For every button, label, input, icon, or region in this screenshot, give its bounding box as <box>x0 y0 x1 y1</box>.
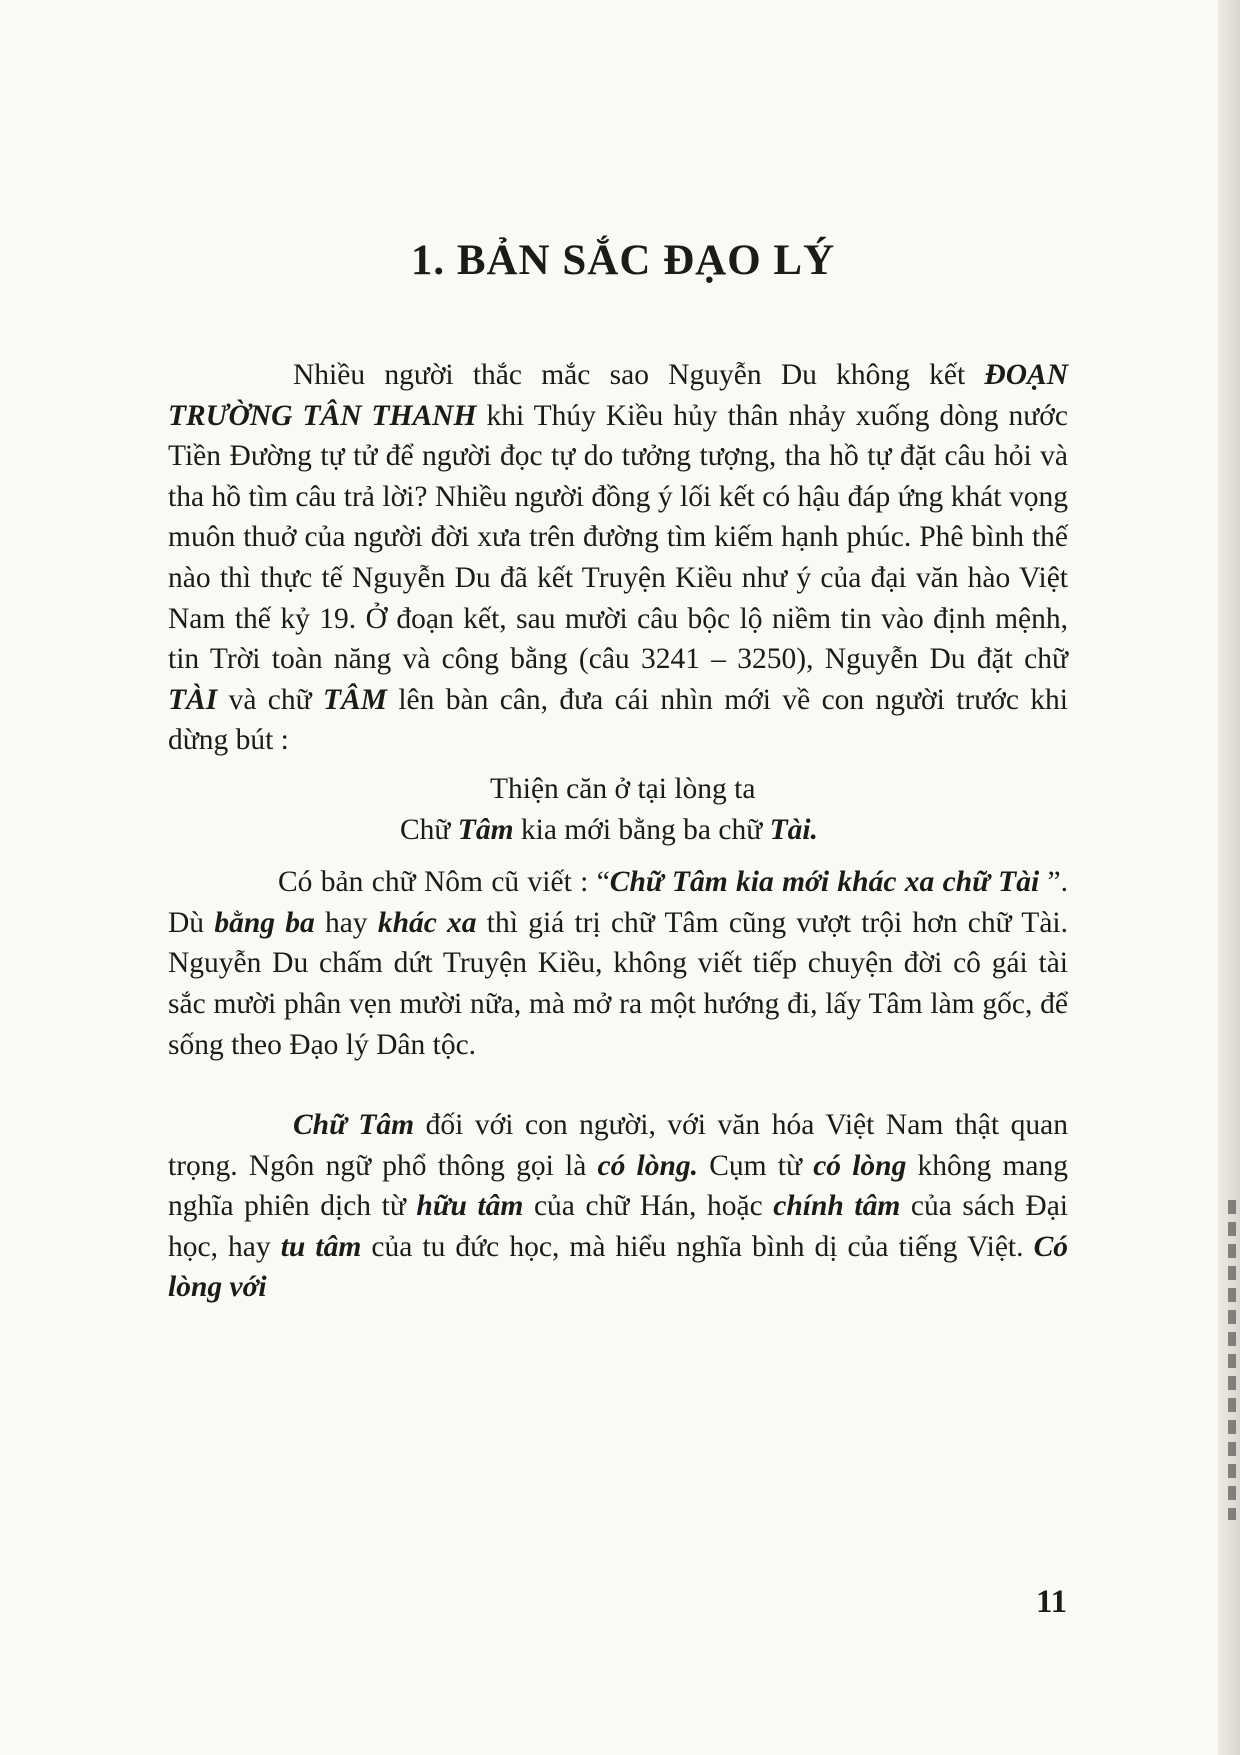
p2-text-2: ”. Dù <box>168 866 1068 939</box>
p3-text-1: đối với con người, với văn hóa Việt Nam thật quan trọng. Ngôn ngữ phổ thông gọi là <box>168 1109 1068 1182</box>
p2-bang-ba: bằng ba <box>214 906 315 939</box>
verse-l2-c: kia mới bằng ba chữ <box>513 813 770 846</box>
p3-text-3: không mang nghĩa phiên dịch từ <box>168 1149 1069 1223</box>
p3-text-6: của tu đức học, mà hiểu nghĩa bình dị của tiếng Việt. <box>361 1230 1034 1263</box>
p3-chinh-tam: chính tâm <box>773 1190 901 1223</box>
p3-co-long-2: có lòng <box>813 1149 907 1182</box>
p3-huu-tam: hữu tâm <box>416 1190 524 1223</box>
verse-quote <box>168 769 1068 850</box>
verse-line-2 <box>168 810 1068 851</box>
paragraph-3 <box>168 1105 1068 1308</box>
p1-text-2: khi Thúy Kiều hủy thân nhảy xuống dòng nước Tiền Đường tự tử để người đọc tự do tưởng tượng, tha hồ tự đặt câu hỏi và tha hồ tìm câu trả lời? Nhiều người đồng ý lối kết có hậu đáp ứng khát vọng muôn thuở của người đời xưa trên đường tìm kiếm hạnh phúc. Phê bình thế nào thì thực tế Nguyễn Du đã kết Truyện Kiều như ý của đại văn hào Việt Nam thế kỷ 19. Ở đoạn kết, sau mười câu bộc lộ niềm tin vào định mệnh, tin Trời toàn năng và công bằng (câu 3241 – 3250), Nguyễn Du đặt chữ <box>168 399 1068 676</box>
p2-text-3: hay <box>314 906 378 939</box>
p3-text-4: của chữ Hán, hoặc <box>523 1190 774 1223</box>
emphasis-tam: TÂM <box>323 683 387 716</box>
p3-co-long-voi: Có lòng với <box>168 1230 1069 1304</box>
p2-text-1: Có bản chữ Nôm cũ viết : “ <box>278 866 610 899</box>
page-number: 11 <box>1036 1584 1068 1620</box>
paragraph-1 <box>168 355 1068 761</box>
paragraph-2 <box>168 862 1068 1065</box>
p2-quote: Chữ Tâm kia mới khác xa chữ Tài <box>609 866 1040 899</box>
p3-tu-tam: tu tâm <box>280 1230 362 1263</box>
p1-text-1: Nhiều người thắc mắc sao Nguyễn Du không kết <box>293 359 966 391</box>
verse-l2-tai: Tài. <box>769 813 818 846</box>
p3-co-long-1: có lòng. <box>597 1149 699 1182</box>
spine-text-mark <box>1228 1200 1236 1520</box>
p1-text-4: lên bàn cân, đưa cái nhìn mới về con người trước khi dừng bút : <box>168 683 1068 757</box>
verse-line-1: Thiện căn ở tại lòng ta <box>490 772 756 805</box>
page-edge <box>1218 0 1240 1755</box>
p1-text-3: và chữ <box>217 683 324 716</box>
section-title: 1. BẢN SẮC ĐẠO LÝ <box>410 237 836 284</box>
verse-l2-tam: Tâm <box>457 813 514 846</box>
p3-text-5: của sách Đại học, hay <box>168 1190 1069 1263</box>
page-content <box>168 236 1068 1308</box>
p2-text-4: thì giá trị chữ Tâm cũng vượt trội hơn chữ Tài. Nguyễn Du chấm dứt Truyện Kiều, không viết tiếp chuyện đời cô gái tài sắc mười phân vẹn mười nữa, mà mở ra một hướng đi, lấy Tâm làm gốc, để sống theo Đạo lý Dân tộc. <box>168 906 1068 1061</box>
book-title-emphasis: ĐOẠN TRƯỜNG TÂN THANH <box>168 359 1068 432</box>
p2-khac-xa: khác xa <box>377 906 477 939</box>
verse-l2-a: Chữ <box>400 813 458 846</box>
p3-chu-tam: Chữ Tâm <box>293 1109 415 1142</box>
emphasis-tai: TÀI <box>168 683 218 716</box>
p3-text-2: Cụm từ <box>698 1149 814 1182</box>
